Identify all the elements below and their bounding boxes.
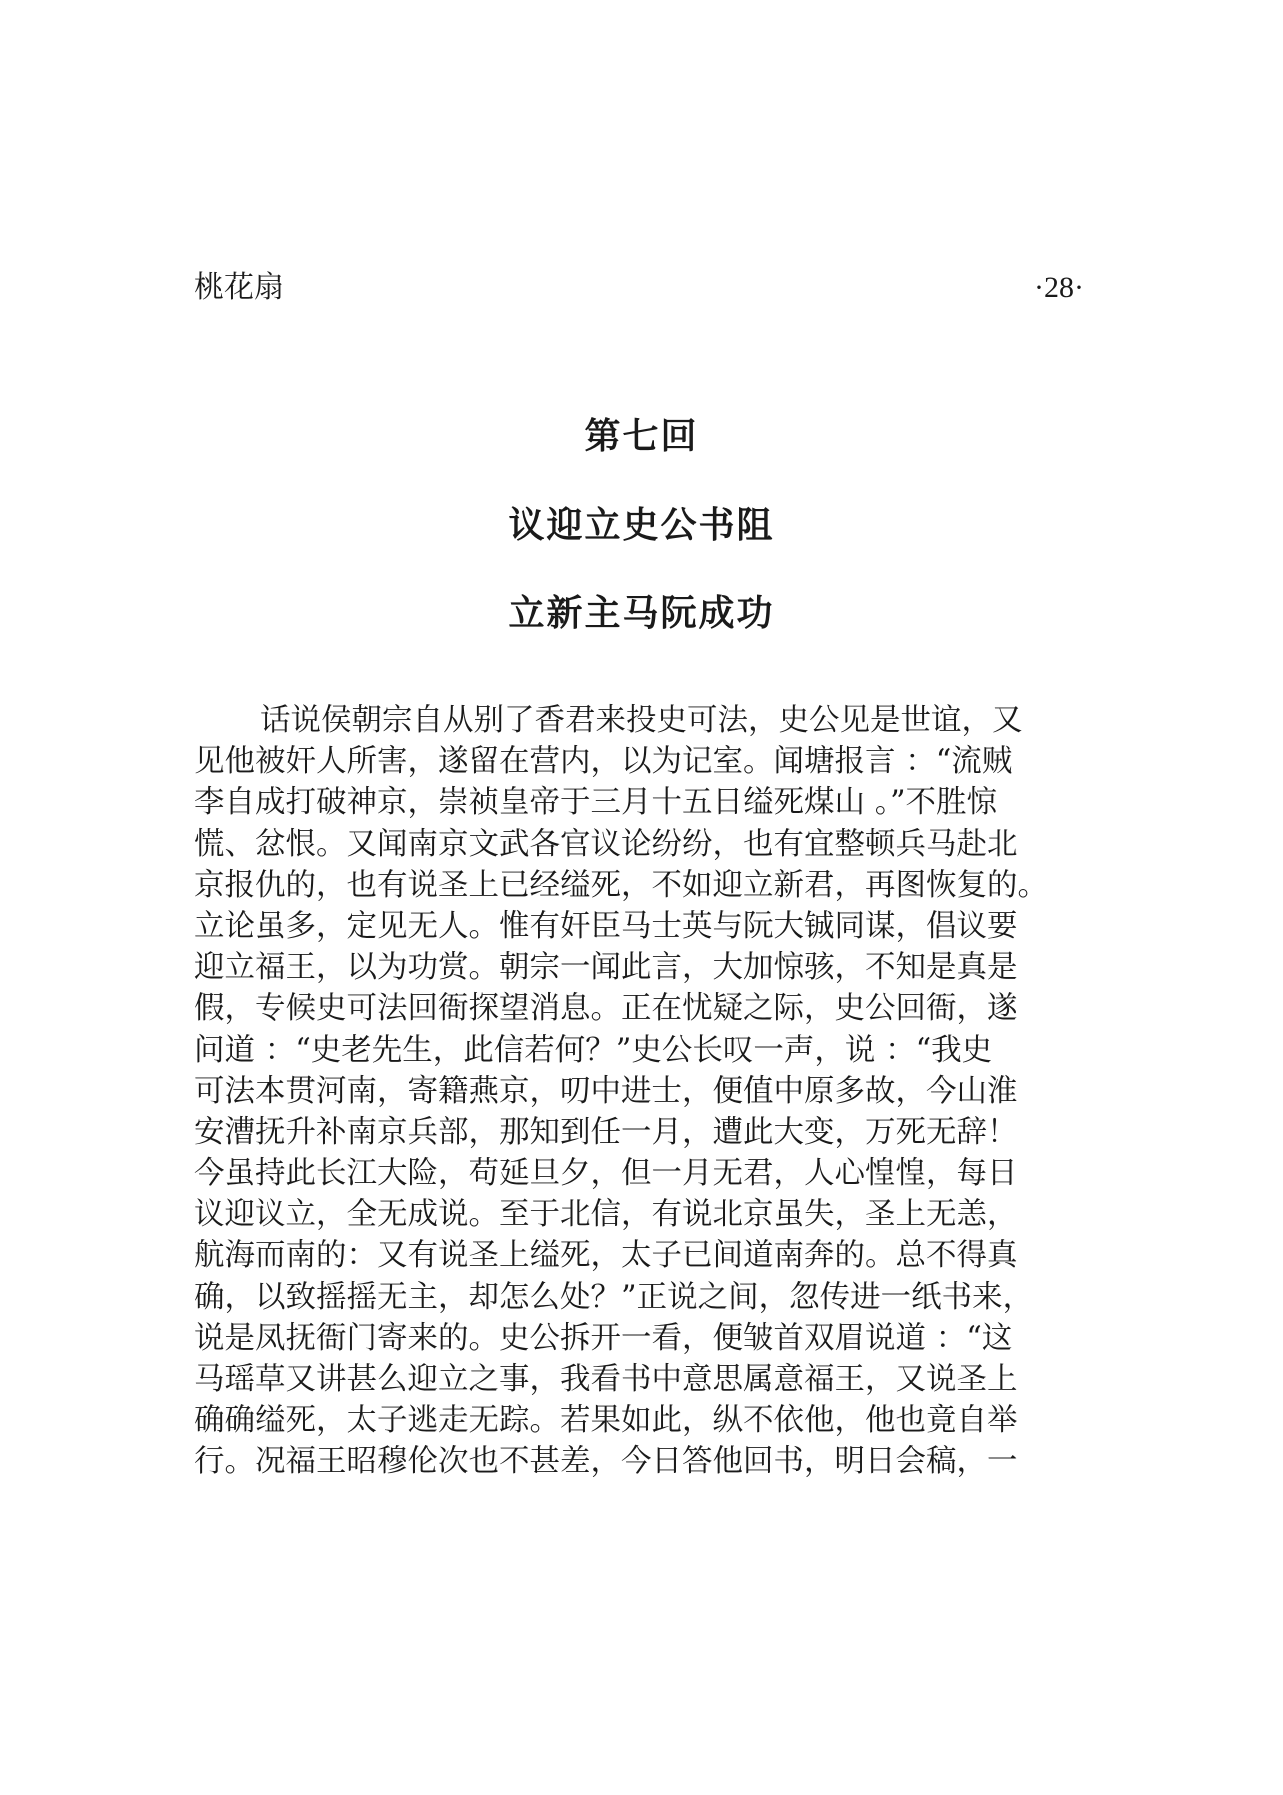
chapter-title-line-2: 立新主马阮成功 xyxy=(508,593,775,634)
text-line: 今虽持此长江大险，苟延旦夕，但一月无君，人心惶惶，每日 xyxy=(194,1156,1018,1192)
text-line: 京报仇的，也有说圣上已经缢死，不如迎立新君，再图恢复的。 xyxy=(194,867,1048,903)
chapter-title-line-1: 议迎立史公书阻 xyxy=(508,505,775,546)
text-line: 行。况福王昭穆伦次也不甚差，今日答他回书，明日会稿，一 xyxy=(194,1444,1018,1480)
page-number: ·28· xyxy=(1034,271,1084,304)
text-line: 确确缢死，太子逃走无踪。若果如此，纵不依他，他也竟自举 xyxy=(194,1403,1018,1439)
text-line: 议迎议立，全无成说。至于北信，有说北京虽失，圣上无恙， xyxy=(194,1197,1018,1233)
text-line: 说是凤抚衙门寄来的。史公拆开一看，便皱首双眉说道 ：“这 xyxy=(194,1320,1013,1356)
text-line: 航海而南的：又有说圣上缢死，太子已间道南奔的。总不得真 xyxy=(194,1238,1018,1274)
body-paragraph xyxy=(194,700,1114,1483)
running-header xyxy=(194,268,1084,308)
text-line: 安漕抚升补南京兵部，那知到任一月，遭此大变，万死无辞！ xyxy=(194,1114,1018,1150)
text-line: 问道 ：“史老先生，此信若何？”史公长叹一声，说 ：“我史 xyxy=(194,1032,993,1068)
book-title: 桃花扇 xyxy=(194,270,284,305)
text-line: 慌、忿恨。又闻南京文武各官议论纷纷，也有宜整顿兵马赴北 xyxy=(194,826,1018,862)
text-line: 迎立福王，以为功赏。朝宗一闻此言，大加惊骇，不知是真是 xyxy=(194,950,1018,986)
text-line: 假，专候史可法回衙探望消息。正在忧疑之际，史公回衙，遂 xyxy=(194,991,1018,1027)
text-line: 李自成打破神京，崇祯皇帝于三月十五日缢死煤山 。”不胜惊 xyxy=(194,785,998,821)
chapter-number: 第七回 xyxy=(584,416,699,457)
text-line: 马瑶草又讲甚么迎立之事，我看书中意思属意福王，又说圣上 xyxy=(194,1362,1018,1397)
text-line: 确，以致摇摇无主，却怎么处？”正说之间，忽传进一纸书来， xyxy=(194,1279,1034,1315)
text-line: 见他被奸人所害，遂留在营内，以为记室。闻塘报言 ：“流贼 xyxy=(194,744,1013,780)
text-line: 话说侯朝宗自从别了香君来投史可法，史公见是世谊，又 xyxy=(260,703,1023,738)
text-line: 可法本贯河南，寄籍燕京，叨中进士，便值中原多故，今山淮 xyxy=(194,1073,1018,1109)
text-line: 立论虽多，定见无人。惟有奸臣马士英与阮大铖同谋，倡议要 xyxy=(194,908,1018,944)
